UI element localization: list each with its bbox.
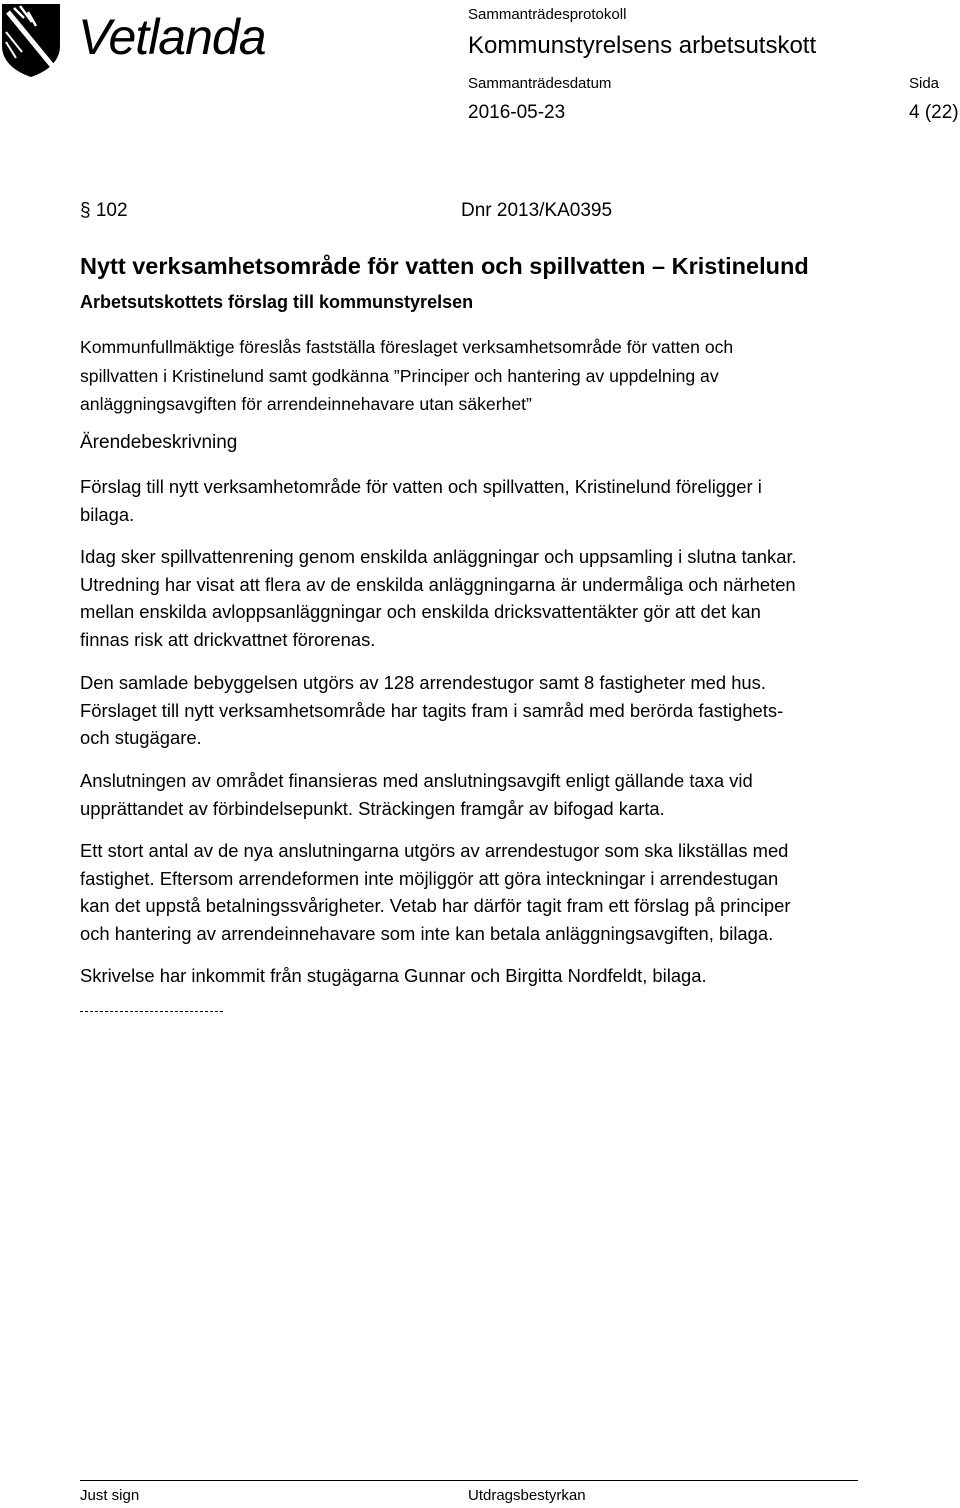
proposal-line: anläggningsavgiften för arrendeinnehavare utan säkerhet”	[80, 394, 532, 414]
paragraph-2	[80, 543, 880, 653]
vetlanda-logo	[0, 2, 300, 80]
paragraph-line: Utredning har visat att flera av de enskilda anläggningarna är undermåliga och närheten	[80, 573, 796, 595]
section-number	[80, 199, 128, 223]
paragraph-3	[80, 669, 880, 752]
meeting-date-label: Sammanträdesdatum	[468, 75, 612, 92]
item-number: 102	[95, 200, 128, 221]
paragraph-line: bilaga.	[80, 503, 135, 525]
proposal-line: Kommunfullmäktige föreslås fastställa föreslaget verksamhetsområde för vatten och	[80, 337, 734, 357]
paragraph-line: mellan enskilda avloppsanläggningar och enskilda dricksvattentäkter gör att det kan	[80, 601, 761, 622]
description-heading: Ärendebeskrivning	[80, 432, 238, 453]
item-title: Nytt verksamhetsområde för vatten och spillvatten – Kristinelund	[80, 253, 809, 279]
paragraph-line: och hantering av arrendeinnehavare som inte kan betala anläggningsavgiften, bilaga.	[80, 922, 774, 944]
paragraph-line: upprättandet av förbindelsepunkt. Sträckingen framgår av bifogad karta.	[80, 797, 665, 819]
paragraph-line: Ett stort antal av de nya anslutningarna utgörs av arrendestugor som ska likställas med	[80, 840, 789, 861]
paragraph-4	[80, 767, 880, 822]
paragraph-line: Idag sker spillvattenrening genom enskilda anläggningar och uppsamling i slutna tankar.	[80, 546, 797, 567]
proposal-line: spillvatten i Kristinelund samt godkänna ”Principer och hantering av uppdelning av	[80, 365, 719, 386]
footer-rule	[80, 1480, 858, 1481]
item-subtitle: Arbetsutskottets förslag till kommunstyrelsen	[80, 292, 474, 312]
paragraph-line: Förslaget till nytt verksamhetsområde har tagits fram i samråd med berörda fastighets-	[80, 699, 784, 721]
paragraph-line: fastighet. Eftersom arrendeformen inte möjliggör att göra inteckningar i arrendestugan	[80, 867, 779, 889]
paragraph-line: och stugägare.	[80, 727, 202, 748]
footer-extract-certified: Utdragsbestyrkan	[468, 1487, 586, 1504]
section-divider	[80, 1011, 223, 1012]
paragraph-line: kan det uppstå betalningssvårigheter. Vetab har därför tagit fram ett förslag på principer	[80, 895, 791, 916]
diary-number: Dnr 2013/KA0395	[461, 200, 613, 221]
page-label: Sida	[909, 75, 940, 92]
coat-of-arms-icon	[0, 2, 64, 78]
paragraph-5	[80, 837, 880, 947]
paragraph-6	[80, 962, 880, 990]
doc-type: Sammanträdesprotokoll	[468, 6, 627, 23]
logo-wordmark: Vetlanda	[78, 9, 266, 65]
paragraph-line: Anslutningen av området finansieras med anslutningsavgift enligt gällande taxa vid	[80, 770, 753, 791]
page-number: 4 (22)	[909, 102, 959, 123]
paragraph-line: Skrivelse har inkommit från stugägarna Gunnar och Birgitta Nordfeldt, bilaga.	[80, 965, 707, 986]
meeting-date-value: 2016-05-23	[468, 102, 566, 123]
paragraph-line: finnas risk att drickvattnet förorenas.	[80, 628, 376, 650]
paragraph-1	[80, 473, 880, 528]
footer-just-sign: Just sign	[80, 1487, 140, 1504]
proposal-text	[80, 333, 880, 419]
section-sign-icon: §	[80, 200, 96, 221]
paragraph-line: Den samlade bebyggelsen utgörs av 128 arrendestugor samt 8 fastigheter med hus.	[80, 672, 766, 693]
committee-name: Kommunstyrelsens arbetsutskott	[468, 32, 817, 59]
paragraph-line: Förslag till nytt verksamhetområde för vatten och spillvatten, Kristinelund föreligger i	[80, 476, 762, 497]
